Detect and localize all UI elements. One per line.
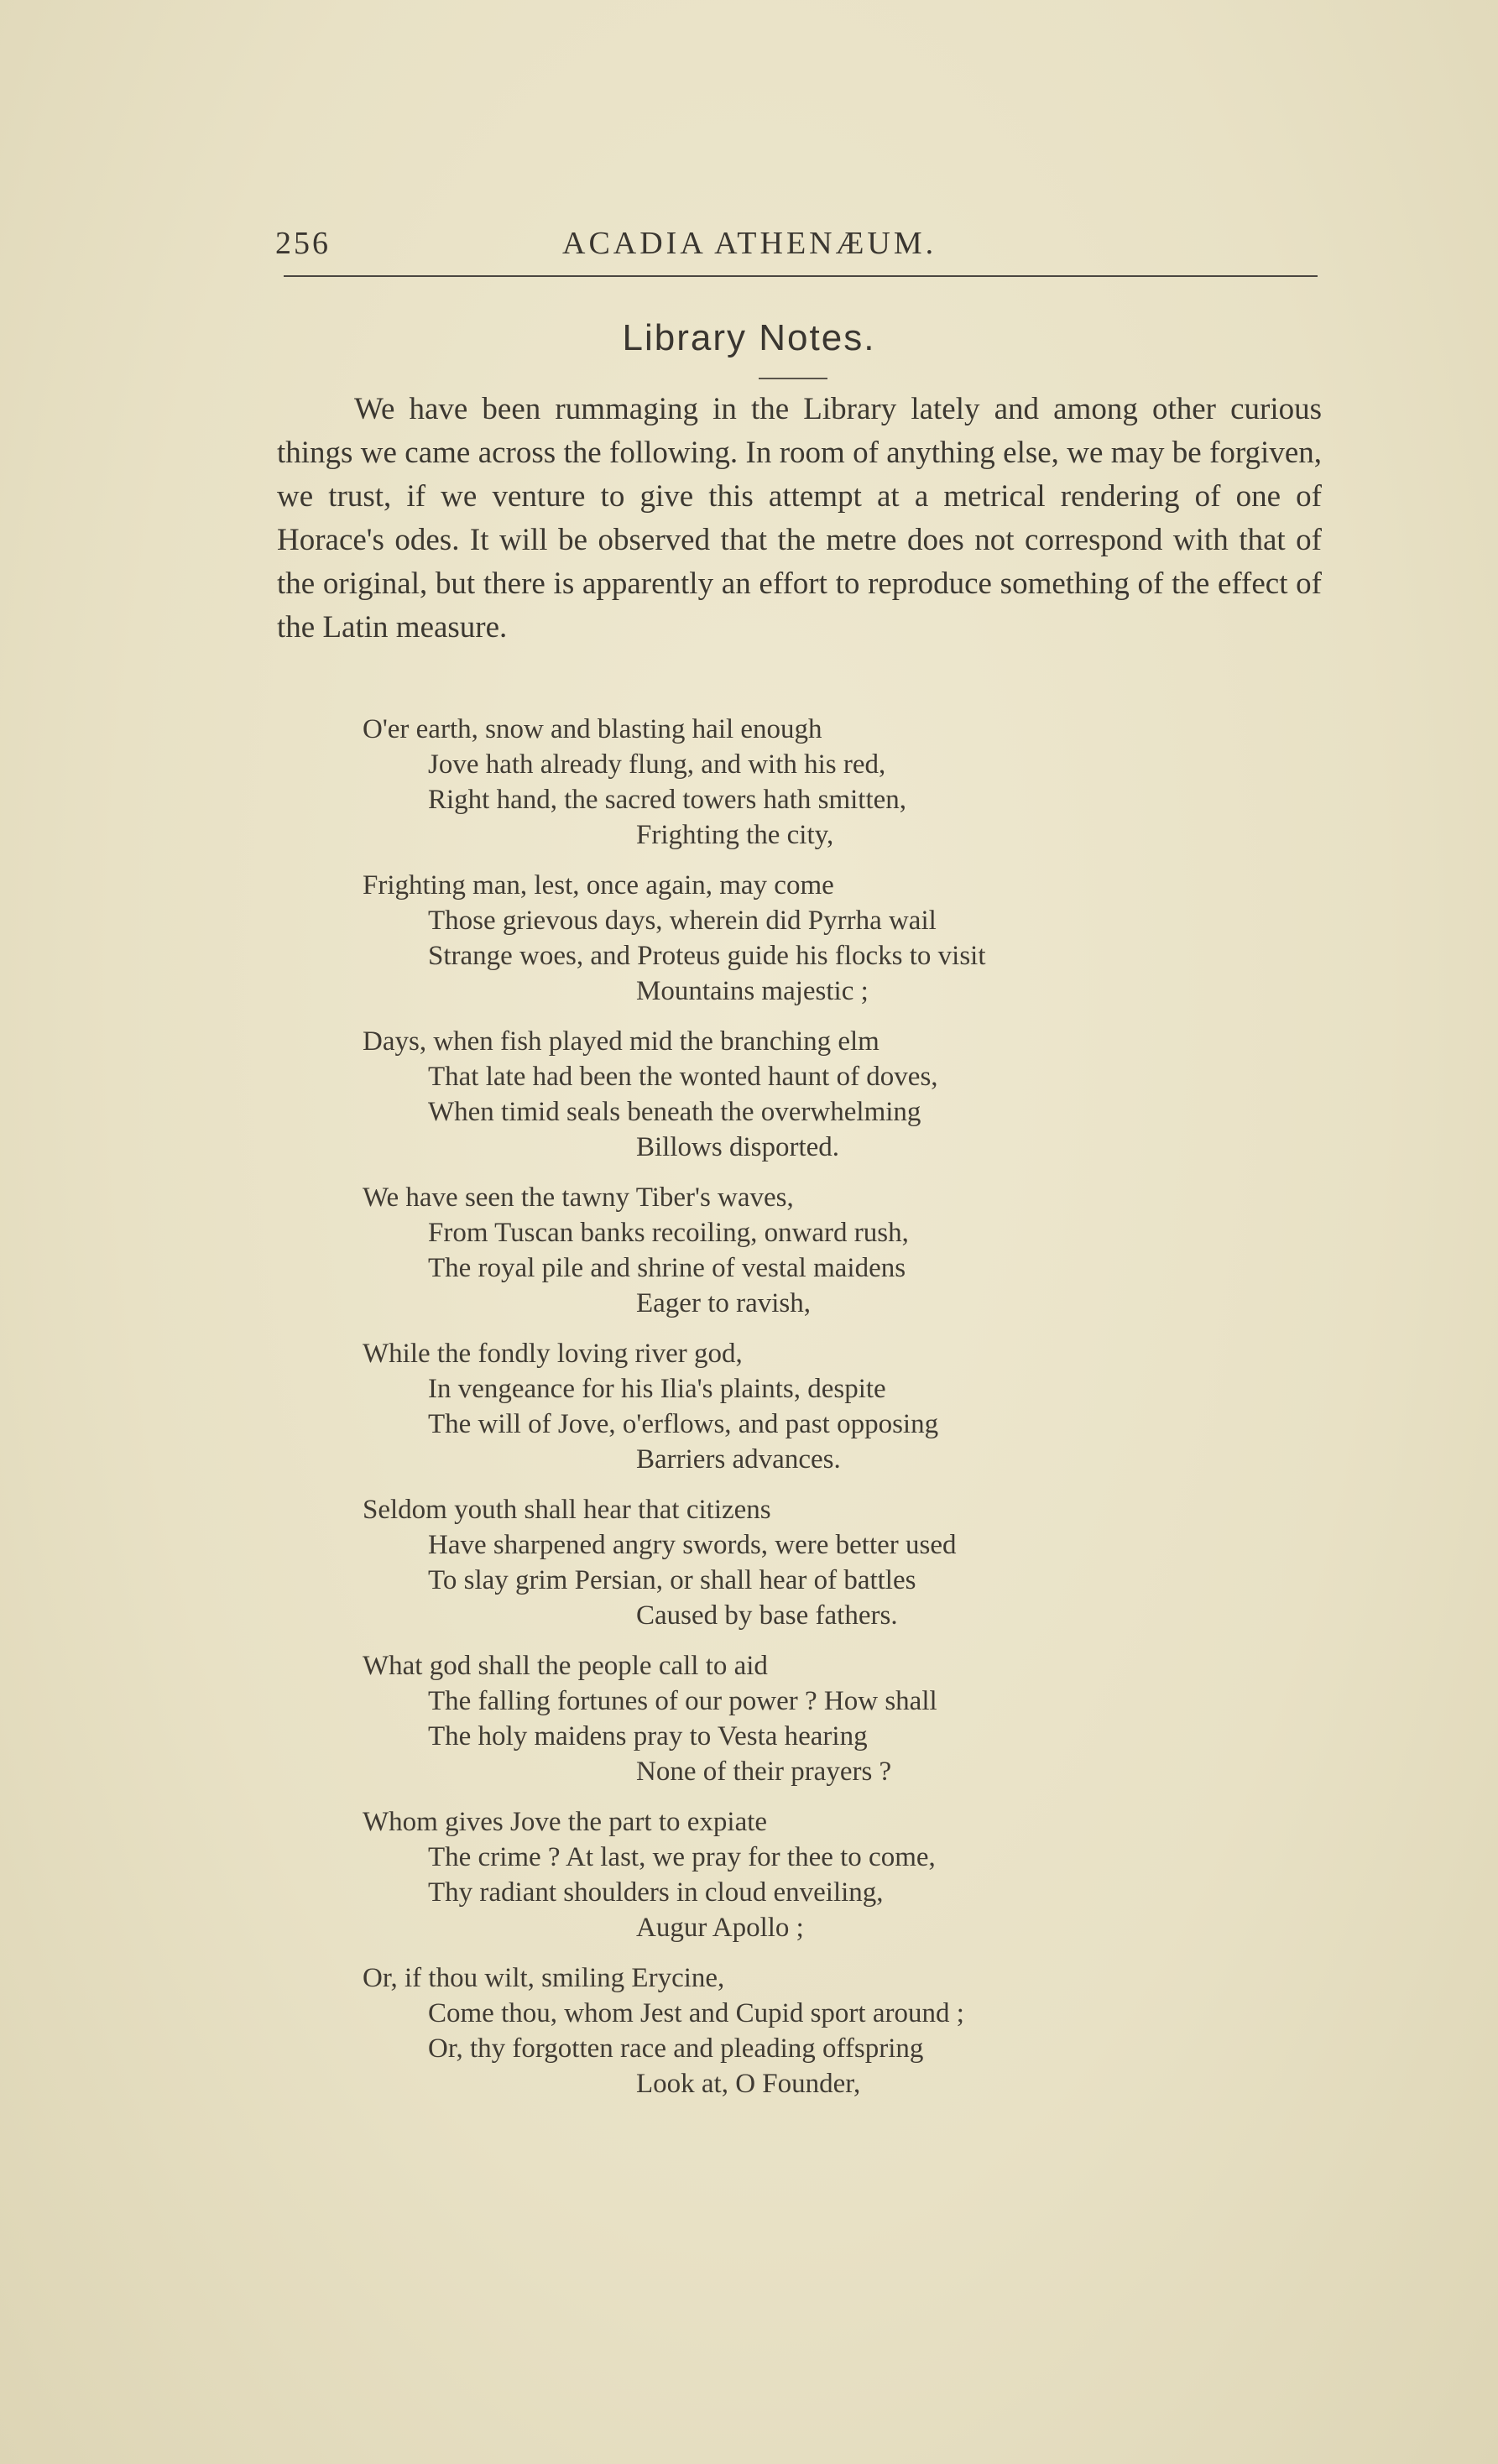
poem-line: Look at, O Founder, — [636, 2069, 861, 2099]
poem-line: Or, if thou wilt, smiling Erycine, — [363, 1963, 725, 1993]
intro-paragraph — [277, 388, 1322, 650]
poem-line: Frighting man, lest, once again, may come — [363, 870, 834, 901]
poem-line: Seldom youth shall hear that citizens — [363, 1495, 771, 1525]
poem-line: Augur Apollo ; — [636, 1913, 804, 1943]
poem-stanza — [351, 1648, 1190, 1789]
poem-line: Right hand, the sacred towers hath smitten, — [428, 785, 907, 815]
poem-line: The holy maidens pray to Vesta hearing — [428, 1721, 868, 1751]
poem-line: Jove hath already flung, and with his red, — [428, 749, 886, 780]
poem-stanza — [351, 1024, 1190, 1165]
poem-line: Strange woes, and Proteus guide his flocks to visit — [428, 941, 986, 971]
poem-line: When timid seals beneath the overwhelming — [428, 1097, 921, 1127]
poem-line: In vengeance for his Ilia's plaints, despite — [428, 1374, 886, 1404]
poem-line: The will of Jove, o'erflows, and past opposing — [428, 1409, 939, 1439]
poem-line: O'er earth, snow and blasting hail enough — [363, 714, 822, 744]
poem-line: From Tuscan banks recoiling, onward rush, — [428, 1218, 909, 1248]
poem-stanza — [351, 1960, 1190, 2101]
poem-line: What god shall the people call to aid — [363, 1651, 768, 1681]
poem-line: Come thou, whom Jest and Cupid sport around ; — [428, 1998, 964, 2028]
poem-stanza — [351, 868, 1190, 1009]
poem-line: Frighting the city, — [636, 820, 834, 850]
poem-stanza — [351, 1336, 1190, 1477]
poem-stanza — [351, 712, 1190, 853]
poem-line: None of their prayers ? — [636, 1757, 892, 1787]
journal-title: ACADIA ATHENÆUM. — [562, 226, 937, 261]
poem-line: Billows disported. — [636, 1132, 840, 1162]
poem-line: Days, when fish played mid the branching elm — [363, 1026, 879, 1057]
poem-line: Thy radiant shoulders in cloud enveiling, — [428, 1877, 884, 1908]
poem-line: Mountains majestic ; — [636, 976, 869, 1006]
page-header — [275, 225, 1316, 262]
poem-stanza — [351, 1804, 1190, 1945]
section-title: Library Notes. — [622, 317, 876, 358]
poem-line: To slay grim Persian, or shall hear of battles — [428, 1565, 916, 1595]
poem-line: The royal pile and shrine of vestal maidens — [428, 1253, 906, 1283]
poem-line: Eager to ravish, — [636, 1288, 812, 1318]
poem-line: The crime ? At last, we pray for thee to come, — [428, 1842, 936, 1872]
poem — [351, 712, 1190, 2117]
poem-line: Those grievous days, wherein did Pyrrha wail — [428, 906, 937, 936]
poem-line: We have seen the tawny Tiber's waves, — [363, 1182, 794, 1213]
poem-line: Caused by base fathers. — [636, 1600, 898, 1631]
page-number: 256 — [275, 226, 331, 261]
poem-line: Have sharpened angry swords, were better used — [428, 1530, 957, 1560]
poem-line: Barriers advances. — [636, 1444, 841, 1475]
poem-line: While the fondly loving river god, — [363, 1339, 743, 1369]
intro-text: We have been rummaging in the Library lately and among other curious things we came across the following. In room of anything else, we may be forgiven, we trust, if we venture to give this attempt at a metrical rendering of one of Horace's odes. It will be observed that the metre does not correspond with that of the original, but there is apparently an effort to reproduce something of the effect of the Latin measure. — [277, 392, 1322, 645]
poem-line: The falling fortunes of our power ? How shall — [428, 1686, 937, 1716]
header-rule — [284, 275, 1318, 277]
poem-line: That late had been the wonted haunt of doves, — [428, 1062, 938, 1092]
title-rule — [759, 378, 827, 379]
poem-stanza — [351, 1180, 1190, 1321]
poem-line: Whom gives Jove the part to expiate — [363, 1807, 768, 1837]
poem-line: Or, thy forgotten race and pleading offspring — [428, 2033, 924, 2064]
poem-stanza — [351, 1492, 1190, 1633]
